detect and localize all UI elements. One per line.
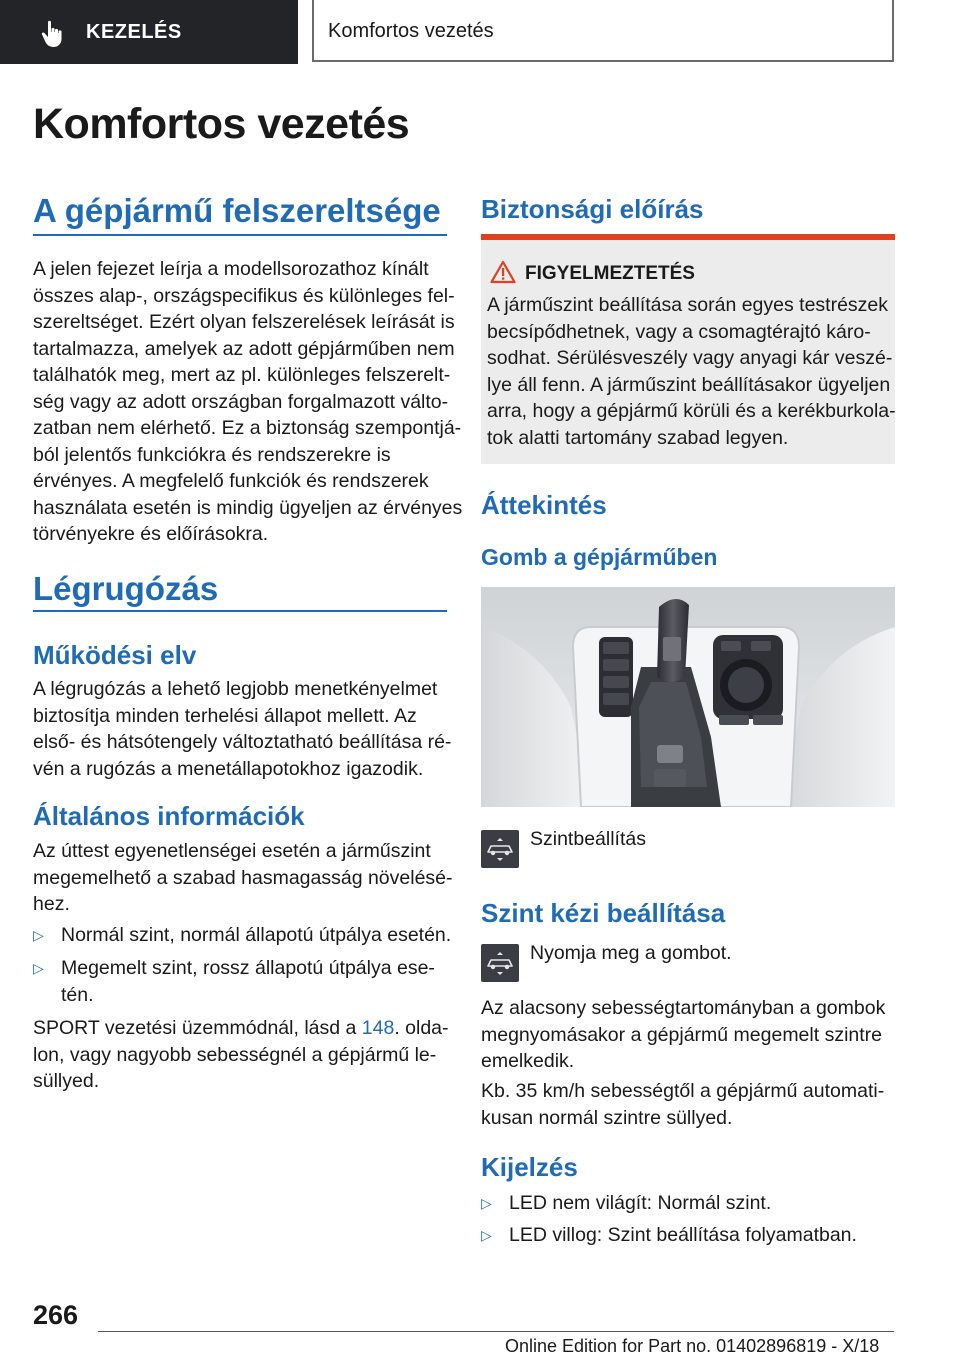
- text-line: érvényes. A megfelelő funkciók és rendszerek: [33, 470, 429, 492]
- principle-paragraph: [33, 676, 451, 782]
- text-line: megemelhető a szabad hasmagasság növelésé-: [33, 866, 453, 889]
- heading-overview: Áttekintés: [481, 490, 607, 520]
- chapter-tab: [312, 0, 894, 62]
- auto-lower-paragraph: [481, 1078, 884, 1131]
- text-line: kusan normál szintre süllyed.: [481, 1106, 733, 1129]
- page-number: 266: [33, 1300, 79, 1330]
- text-line: törvényekre és előírásokra.: [33, 523, 269, 545]
- text-line: Kb. 35 km/h sebességtől a gépjármű automati-: [481, 1080, 885, 1102]
- text-line: első- és hátsótengely változtatható beállítása ré-: [33, 731, 452, 753]
- bullet-triangle-icon: ▷: [481, 1227, 492, 1243]
- warning-triangle-icon: [490, 260, 516, 284]
- text-line: biztosítja minden terhelési állapot mellett. Az: [33, 704, 417, 727]
- heading-display: Kijelzés: [481, 1152, 578, 1182]
- text-line: megnyomásakor a gépjármű megemelt szintre: [481, 1023, 883, 1046]
- text-line: lye áll fenn. A járműszint beállításakor ügyeljen: [487, 373, 891, 396]
- bullet-triangle-icon: ▷: [481, 1195, 492, 1211]
- car-level-icon: [481, 944, 519, 982]
- list-item: ▷ LED villog: Szint beállítása folyamatban.: [481, 1222, 857, 1249]
- general-paragraph: [33, 838, 453, 918]
- heading-equipment: A gépjármű felszereltsége: [33, 192, 441, 229]
- console-photo: [481, 587, 895, 807]
- section-label: KEZELÉS: [86, 21, 182, 43]
- heading-principle: Működési elv: [33, 640, 197, 670]
- heading-manual-level: Szint kézi beállítása: [481, 898, 726, 928]
- warning-title: FIGYELMEZTETÉS: [525, 263, 695, 284]
- text-line: hez.: [33, 893, 70, 915]
- car-level-icon: [481, 830, 519, 868]
- text-line: összes alap-, országspecifikus és különleges fel-: [33, 284, 455, 307]
- bullet-triangle-icon: ▷: [33, 960, 44, 976]
- text-line: A járműszint beállítása során egyes testrészek: [487, 294, 889, 316]
- text-line: tok alatti tartomány szabad legyen.: [487, 426, 789, 449]
- text-line: használata esetén is mindig ügyeljen az érvényes: [33, 496, 463, 519]
- section-header: [0, 0, 298, 64]
- text-line: sodhat. Sérülésveszély vagy anyagi kár veszé-: [487, 347, 893, 369]
- icon-caption: Szintbeállítás: [530, 828, 646, 850]
- hand-pointer-icon: [40, 20, 66, 48]
- manual-step: Nyomja meg a gombot.: [530, 942, 732, 964]
- text-line: tartalmazza, amelyek az adott gépjárműben nem: [33, 337, 455, 360]
- heading-safety: Biztonsági előírás: [481, 194, 704, 224]
- footer-rule: [98, 1331, 894, 1332]
- list-item: ▷ Normál szint, normál állapotú útpálya esetén.: [33, 922, 451, 949]
- text-line: vén a rugózás a menetállapotokhoz igazodik.: [33, 757, 424, 780]
- text-line: A légrugózás a lehető legjobb menetkényelmet: [33, 678, 438, 700]
- text-line: Az úttest egyenetlenségei esetén a járműszint: [33, 840, 431, 862]
- chapter-tab-label: Komfortos vezetés: [328, 20, 494, 42]
- warning-text: [487, 292, 896, 451]
- edition-note: Online Edition for Part no. 01402896819 - X/18: [505, 1336, 880, 1356]
- text-line: A jelen fejezet leírja a modellsorozathoz kínált: [33, 258, 429, 280]
- text-line: emelkedik.: [481, 1050, 575, 1072]
- text-line: ból jelentős funkciókra és rendszerekre is: [33, 443, 391, 466]
- heading-rule: [33, 610, 447, 612]
- sport-paragraph: SPORT vezetési üzemmódnál, lásd a 148. olda- lon, vagy nagyobb sebességnél a gépjármű le- süllyed.: [33, 1017, 449, 1092]
- text-line: ség vagy az adott országban forgalmazott válto-: [33, 390, 449, 413]
- heading-general-info: Általános információk: [33, 801, 305, 831]
- bullet-triangle-icon: ▷: [33, 927, 44, 943]
- text-line: találhatók meg, mert az pl. különleges felszerelt-: [33, 364, 451, 386]
- list-item: ▷ LED nem világít: Normál szint.: [481, 1190, 771, 1217]
- warning-bar: [481, 234, 895, 240]
- text-line: zatban nem elérhető. Ez a biztonság szempontjá-: [33, 417, 462, 439]
- heading-button-in-vehicle: Gomb a gépjárműben: [481, 544, 718, 570]
- page-link[interactable]: 148: [361, 1017, 395, 1039]
- text-line: Az alacsony sebességtartományban a gombok: [481, 997, 886, 1019]
- list-item: ▷ Megemelt szint, rossz állapotú útpálya ese- tén.: [33, 957, 435, 1006]
- page-title: Komfortos vezetés: [33, 100, 410, 148]
- low-speed-paragraph: [481, 995, 885, 1075]
- equipment-paragraph: [33, 256, 462, 548]
- text-line: becsípődhetnek, vagy a csomagtérajtó káro-: [487, 320, 871, 343]
- heading-air-suspension: Légrugózás: [33, 570, 219, 607]
- text-line: szereltséget. Ezért olyan felszerelések leírását is: [33, 311, 455, 333]
- text-line: arra, hogy a gépjármű körüli és a kerékburkola-: [487, 400, 896, 422]
- heading-rule: [33, 234, 447, 236]
